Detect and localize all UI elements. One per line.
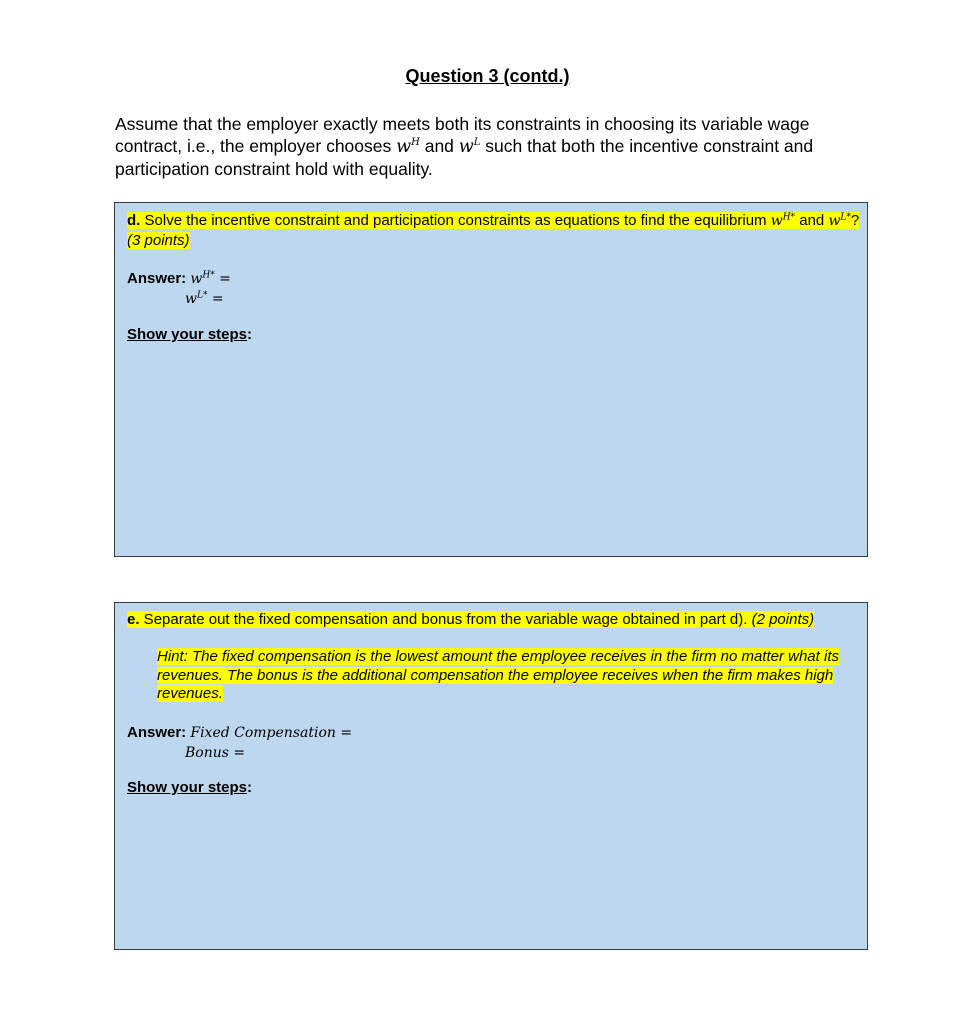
intro-text-1: Assume that the employer exactly meets both its constraints in choosing its variable wage contract, i.e., the employer chooses (115, 114, 810, 156)
intro-paragraph (115, 113, 855, 180)
part-e-points: (2 points) (751, 611, 815, 628)
fixed-compensation-label: Fixed Compensation = (190, 725, 353, 741)
part-d-answer (127, 269, 231, 309)
w-l-star-symbol: $w^{L*}$ (828, 212, 851, 229)
part-d-points: (3 points) (127, 232, 190, 249)
part-d-letter: d. (127, 212, 141, 229)
part-e-answer (127, 723, 352, 763)
part-d-box (114, 202, 868, 557)
part-d-answer-label: Answer: (127, 270, 187, 287)
part-e-steps-label: Show your steps: (127, 779, 253, 796)
intro-text-mid: and (419, 136, 459, 156)
w-h-star-symbol: $w^{H*}$ (770, 212, 796, 229)
page-title: Question 3 (contd.) (405, 66, 570, 86)
w-h-symbol: $w^H$ (396, 137, 420, 157)
part-e-answer-label: Answer: (127, 724, 187, 741)
part-e-question (127, 610, 862, 629)
answer-w-h-star: $w^{H*}$ = (190, 270, 231, 287)
answer-w-l-star: $w^{L*}$ = (185, 290, 224, 307)
part-e-box (114, 602, 868, 950)
part-d-question: d. Solve the incentive constraint and participation constraints as equations to find the equilibrium $w^{H*}$ and $w^{L*}$? (3 points) (127, 212, 860, 249)
part-e-hint: Hint: The fixed compensation is the lowest amount the employee receives in the firm no matter what its revenues. The bonus is the additional compensation the employee receives when the firm makes high revenues. (157, 648, 839, 702)
intro-text-2: such that both the incentive constraint and participation constraint hold with equality. (115, 136, 814, 179)
w-l-symbol: $w^L$ (458, 137, 481, 157)
part-d-steps-label: Show your steps: (127, 326, 253, 343)
part-e-question-text: Separate out the fixed compensation and bonus from the variable wage obtained in part d). (139, 611, 752, 628)
part-e-letter: e. (127, 611, 140, 628)
bonus-label: Bonus = (185, 745, 246, 761)
part-d-question-text: Solve the incentive constraint and participation constraints as equations to find the equilibrium (140, 212, 771, 229)
